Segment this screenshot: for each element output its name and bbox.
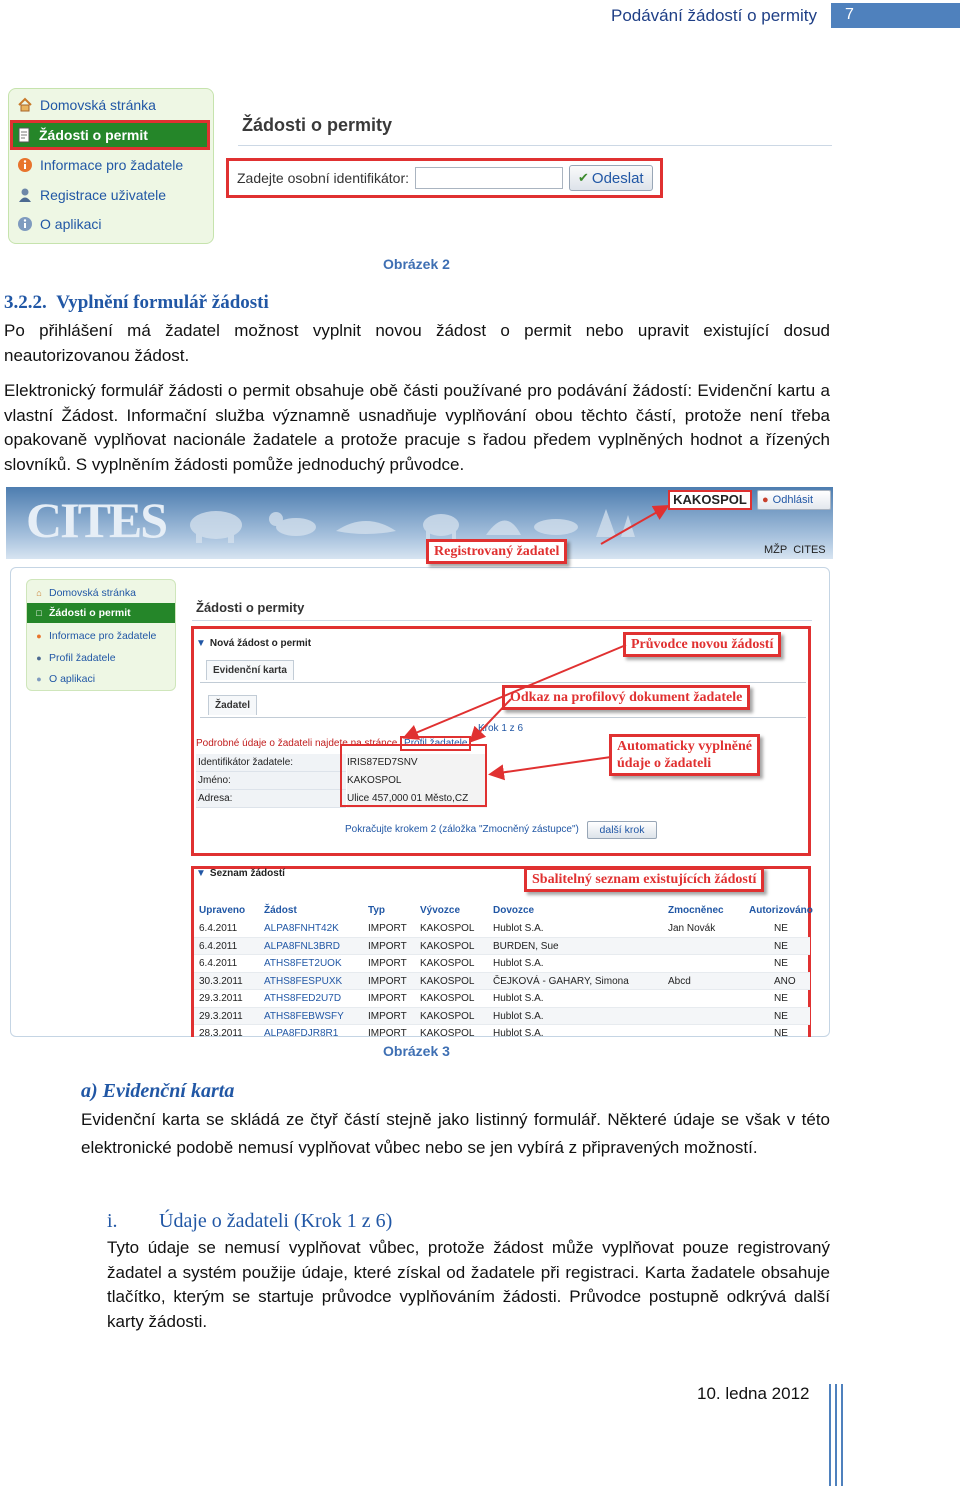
table-cell: 28.3.2011 (199, 1028, 243, 1037)
f2-sidebar-item-register[interactable] (16, 185, 166, 205)
f2-sidebar-label: Domovská stránka (40, 97, 156, 113)
callout-collapsible-list: Sbalitelný seznam existujících žádostí (524, 867, 764, 892)
logged-user-badge: KAKOSPOL (668, 490, 752, 510)
field-value: Ulice 457,000 01 Město,CZ (347, 790, 487, 808)
table-cell: 29.3.2011 (199, 1010, 243, 1022)
request-list-title: Seznam žádostí (209, 868, 285, 879)
table-cell: 6.4.2011 (199, 923, 238, 934)
callout-autofilled-line1: Automaticky vyplněné (617, 739, 752, 754)
table-cell: IMPORT (368, 975, 407, 987)
f3-sidebar-label: Domovská stránka (49, 587, 136, 599)
table-cell: IMPORT (368, 993, 407, 1004)
f2-identifier-input[interactable] (415, 167, 563, 189)
expand-icon: ▼ (196, 638, 206, 649)
column-header[interactable]: Typ (368, 905, 386, 916)
f2-sidebar-item-permits[interactable] (10, 120, 210, 150)
table-cell: Hublot S.A. (493, 1028, 544, 1037)
table-cell: KAKOSPOL (420, 993, 475, 1004)
subsection-i-title: Údaje o žadateli (Krok 1 z 6) (159, 1210, 393, 1232)
table-cell: IMPORT (368, 1010, 407, 1022)
f2-sidebar-item-info[interactable] (16, 155, 183, 175)
table-cell: NE (774, 958, 788, 969)
top-nav-link[interactable]: CITES (793, 544, 826, 556)
callout-registered-applicant: Registrovaný žadatel (426, 539, 567, 564)
request-id-link[interactable]: ALPA8FNL3BRD (264, 940, 340, 952)
f2-sidebar-label: Informace pro žadatele (40, 157, 184, 173)
section-paragraph-1: Po přihlášení má žadatel možnost vyplnit novou žádost o permit nebo upravit existující dosud neautorizovanou žádost. (4, 321, 830, 365)
field-label: Adresa: (196, 790, 346, 808)
field-value: IRIS87ED7SNV (347, 754, 487, 772)
callout-autofilled-line2: údaje o žadateli (617, 756, 712, 771)
info-icon (16, 156, 34, 174)
table-cell: KAKOSPOL (420, 975, 475, 987)
callout-arrows (6, 487, 833, 1037)
table-cell: Abcd (668, 975, 691, 987)
figure-2-caption: Obrázek 2 (383, 256, 450, 272)
field-label: Jméno: (196, 772, 346, 790)
callout-profile-link: Odkaz na profilový dokument žadatele (502, 685, 750, 710)
table-cell: KAKOSPOL (420, 958, 475, 969)
f2-sidebar-label: O aplikaci (40, 216, 102, 232)
table-cell: IMPORT (368, 940, 407, 952)
step-indicator: Krok 1 z 6 (478, 723, 524, 734)
info-icon: ● (36, 631, 42, 641)
field-value: KAKOSPOL (347, 772, 487, 790)
column-header[interactable]: Dovozce (493, 905, 535, 916)
table-cell: ANO (774, 975, 796, 987)
f3-sidebar-label: O aplikaci (49, 673, 96, 685)
next-step-button[interactable]: další krok (587, 821, 657, 839)
request-id-link[interactable]: ATHS8FESPUXK (264, 975, 343, 987)
document-icon: □ (36, 608, 42, 618)
f2-identifier-form (226, 158, 663, 198)
tab-evidencni-karta[interactable]: Evidenční karta (206, 660, 294, 680)
tab-zadatel[interactable]: Žadatel (208, 695, 257, 715)
column-header[interactable]: Zmocněnec (668, 905, 724, 916)
top-nav-link[interactable]: MŽP (764, 544, 788, 556)
table-cell: NE (774, 1028, 788, 1037)
home-icon (16, 96, 34, 114)
section-number: 3.2.2. (4, 292, 47, 313)
table-cell: NE (774, 1010, 788, 1022)
f2-submit-button[interactable] (569, 165, 653, 191)
table-cell: 6.4.2011 (199, 958, 238, 969)
details-hint-text: Podrobné údaje o žadateli najdete na stránce (196, 738, 398, 749)
table-cell: IMPORT (368, 958, 407, 969)
logout-icon: ● (762, 494, 769, 506)
table-cell: NE (774, 923, 788, 934)
callout-new-request-guide: Průvodce novou žádostí (623, 632, 781, 657)
f2-identifier-label: Zadejte osobní identifikátor: (237, 170, 409, 186)
column-header[interactable]: Upraveno (199, 905, 246, 916)
request-id-link[interactable]: ALPA8FNHT42K (264, 923, 339, 934)
f2-sidebar-label: Žádosti o permit (39, 127, 148, 143)
f3-page-title: Žádosti o permity (192, 595, 812, 621)
table-cell: BURDEN, Sue (493, 940, 559, 952)
table-cell: KAKOSPOL (420, 923, 475, 934)
user-icon (16, 186, 34, 204)
f2-sidebar-label: Registrace uživatele (40, 187, 167, 203)
info-icon: ● (36, 674, 42, 684)
footer-date: 10. ledna 2012 (697, 1384, 810, 1403)
cites-logo: CITES (26, 492, 167, 548)
subsection-a-paragraph: Evidenční karta se skládá ze čtyř částí stejně jako listinný formulář. Některé údaje se však v této elektronické podobě nemusí vyplňovat vůbec nebo se jen vybírá z připravených možností. (81, 1110, 830, 1157)
home-icon: ⌂ (36, 588, 42, 598)
section-title: Vyplnění formulář žádosti (56, 292, 269, 313)
submit-icon: ✔ (578, 170, 589, 185)
subsection-a-title: a) Evidenční karta (81, 1080, 235, 1102)
table-cell: NE (774, 993, 788, 1004)
document-icon (15, 126, 33, 144)
next-step-text: Pokračujte krokem 2 (záložka "Zmocněný zástupce") (345, 824, 579, 835)
request-id-link[interactable]: ATHS8FED2U7D (264, 993, 342, 1004)
f3-sidebar-label: Žádosti o permit (49, 607, 131, 619)
profile-link[interactable]: Profil žadatele (400, 736, 471, 751)
subsection-i-paragraph: Tyto údaje se nemusí vyplňovat vůbec, protože žádost může vyplňovat pouze registrovaný žadatel a systém použije údaje, které získal od žadatele při registraci. Karta žadatele obsahuje tlačítko, kterým se startuje průvodce vyplňováním žádosti. Průvodce postupně odkrývá další karty žádosti. (107, 1238, 830, 1331)
table-cell: Hublot S.A. (493, 958, 544, 969)
section-paragraph-2: Elektronický formulář žádosti o permit obsahuje obě části používané pro podávání žádostí: Evidenční kartu a vlastní Žádost. Informační služba významně usnadňuje vyplňování obou těchto částí, protože není třeba opakovaně vyplňovat nacionále žadatele a protože pracuje s řadou předem vyplněných hodnot a řízených slovníků. S vyplněním žádosti pomůže jednoduchý průvodce. (4, 381, 830, 474)
f3-sidebar-label: Informace pro žadatele (49, 630, 157, 642)
table-cell: Hublot S.A. (493, 923, 544, 934)
f2-sidebar-item-home[interactable] (16, 95, 156, 115)
request-id-link[interactable]: ATHS8FEBWSFY (264, 1010, 344, 1022)
figure-3 (6, 487, 833, 1037)
f2-submit-label: Odeslat (591, 169, 644, 187)
f3-sidebar-label: Profil žadatele (49, 652, 116, 664)
subsection-i-number: i. (107, 1210, 118, 1232)
column-header[interactable]: Vývozce (420, 905, 461, 916)
logout-label: Odhlásit (772, 494, 814, 506)
new-request-panel-title: Nová žádost o permit (209, 638, 312, 649)
info-icon (16, 215, 34, 233)
figure-3-caption: Obrázek 3 (383, 1043, 450, 1059)
table-cell: ČEJKOVÁ - GAHARY, Simona (493, 975, 629, 987)
column-header[interactable]: Žádost (264, 905, 297, 916)
table-cell: 30.3.2011 (199, 975, 243, 987)
field-label: Identifikátor žadatele: (196, 754, 346, 772)
table-cell: NE (774, 940, 788, 952)
table-cell: KAKOSPOL (420, 1010, 475, 1022)
page-header-title: Podávání žádostí o permity (610, 6, 817, 25)
request-id-link[interactable]: ALPA8FDJR8R1 (264, 1028, 339, 1037)
expand-icon: ▼ (196, 868, 206, 879)
f2-sidebar-item-about[interactable] (16, 214, 101, 234)
table-cell: Hublot S.A. (493, 993, 544, 1004)
column-header[interactable]: Autorizováno (749, 905, 813, 916)
table-cell: 29.3.2011 (199, 993, 243, 1004)
f2-page-title: Žádosti o permity (238, 110, 832, 146)
table-cell: IMPORT (368, 1028, 407, 1037)
user-icon: ● (36, 653, 42, 663)
table-cell: 6.4.2011 (199, 940, 238, 952)
section-heading (4, 292, 269, 314)
table-cell: Jan Novák (668, 923, 716, 934)
request-id-link[interactable]: ATHS8FET2UOK (264, 958, 342, 969)
table-cell: KAKOSPOL (420, 940, 475, 952)
table-cell: IMPORT (368, 923, 407, 934)
table-cell: KAKOSPOL (420, 1028, 475, 1037)
footer-decoration (829, 1384, 845, 1486)
page-number: 7 (831, 3, 960, 28)
table-cell: Hublot S.A. (493, 1010, 544, 1022)
